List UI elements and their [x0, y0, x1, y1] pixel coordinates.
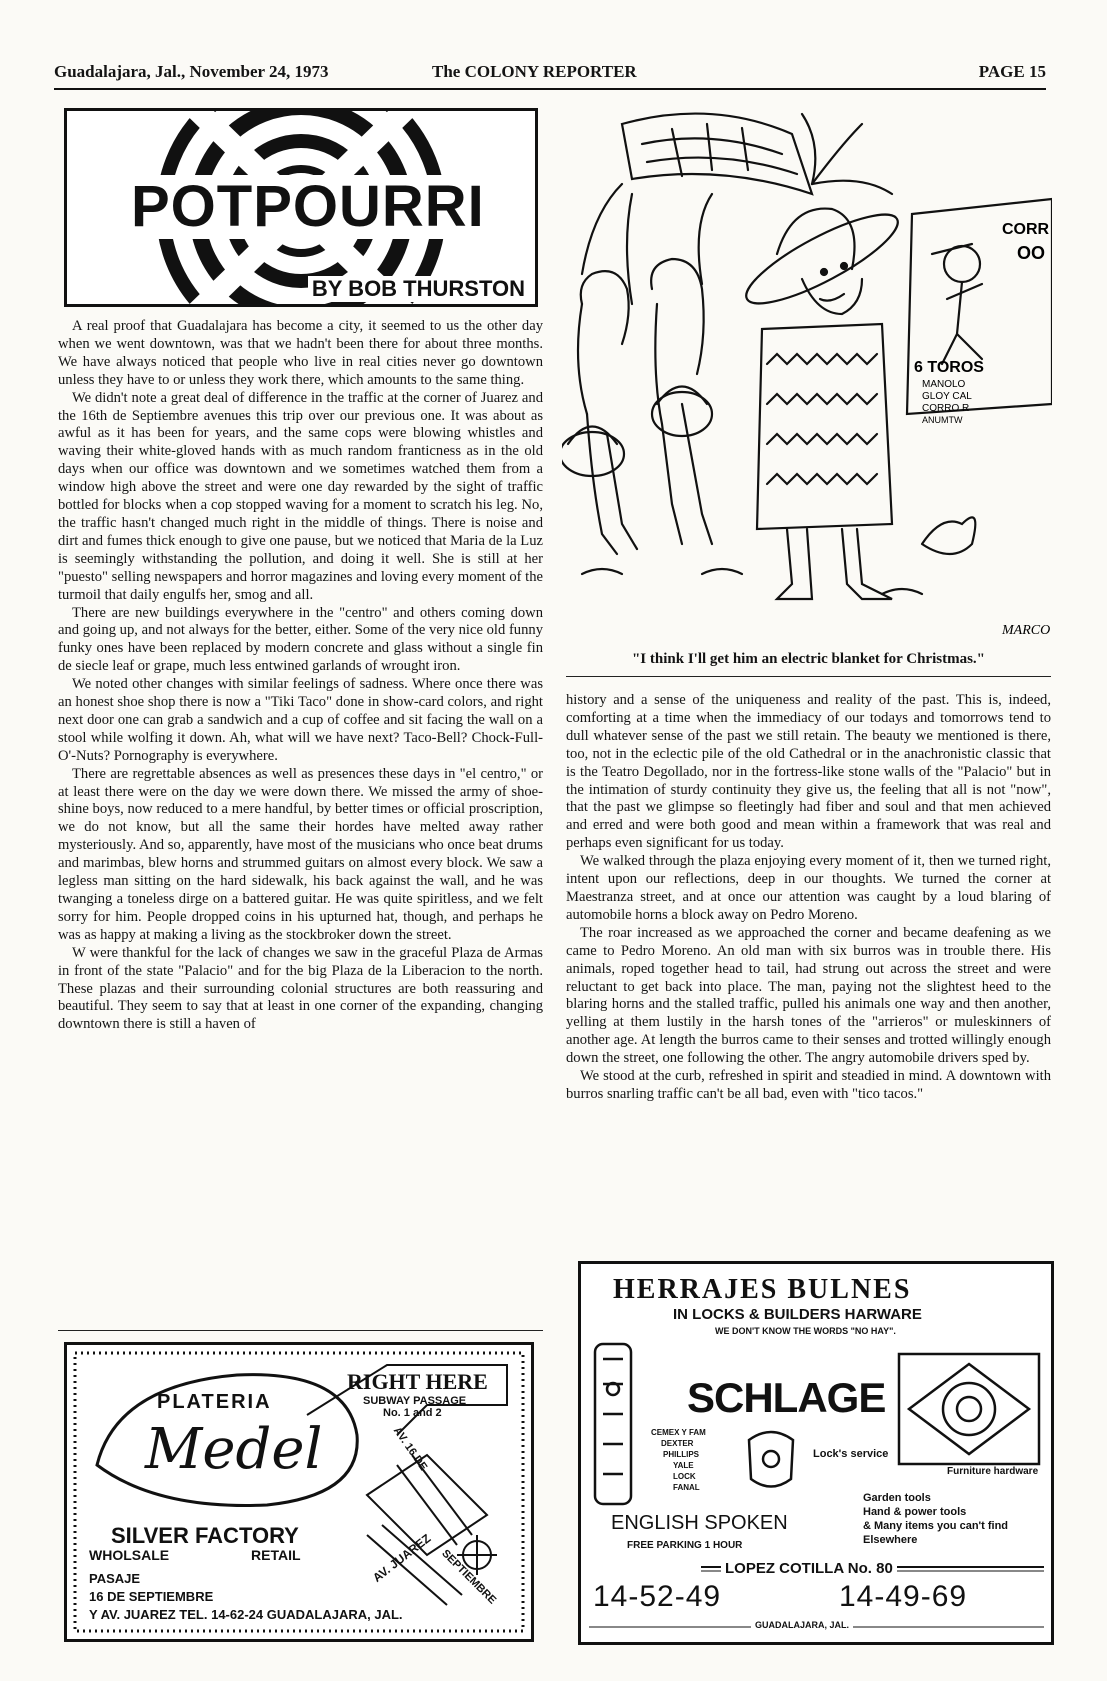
ad-city: GUADALAJARA, JAL. — [751, 1620, 853, 1630]
ad-address-line: Y AV. JUAREZ TEL. 14-62-24 GUADALAJARA, JAL. — [89, 1607, 403, 1622]
ad-plateria-medel — [64, 1342, 534, 1642]
ad-locks-service: Lock's service — [813, 1448, 889, 1460]
ad-retail: RETAIL — [251, 1547, 301, 1563]
column-header — [64, 108, 538, 307]
poster-text: 6 TOROS — [914, 359, 984, 376]
ad-subway-passage: SUBWAY PASSAGE — [363, 1395, 467, 1407]
caption-divider — [566, 676, 1051, 677]
masthead-page-number: PAGE 15 — [978, 62, 1046, 81]
map-street-label: SEPTIEMBRE — [439, 1547, 499, 1607]
ad-phone-number: 14-49-69 — [839, 1580, 968, 1613]
ad-phone-number: 14-52-49 — [593, 1580, 722, 1613]
masthead — [54, 58, 1046, 90]
cartoon-caption: "I think I'll get him an electric blanket for Christmas." — [631, 651, 986, 667]
article-paragraph: W were thankful for the lack of changes we saw in the graceful Plaza de Armas in front of the state "Palacio" and for the big Plaza de la Liberacion to the north. These plazas and their surrounding colonial structures are both reassuring and beautiful. They seem to say that at least in one corner of the expanding, changing downtown there is still a haven of — [58, 944, 543, 1033]
article-paragraph: history and a sense of the uniqueness and reality of the past. This is, indeed, comforting at a time when the immediacy of our todays and tomorrows tend to dull whatever sense of the past we still retain. The beauty we mentioned is there, too, not in the eclectic pile of the old Cathedral or in the anachronistic classic that is the Teatro Degollado, nor in the fortress-like stone walls of the "Palacio" but in the intimation of sturdy continuity they give us, the feeling that all is not "now", that the past we glimpse so fleetingly had fiber and soul and that men achieved and erred and were both good and mean within a framework that was real and perhaps even significant for us today. — [566, 692, 1051, 852]
article-paragraph: A real proof that Guadalajara has become a city, it seemed to us the other day when we went downtown, was that we hadn't been there for about three months. We have always noticed that people who live in real cities never go downtown unless they have to or unless they work there, which amounts to the same thing. — [58, 318, 543, 388]
ad-brand-list-item: YALE — [673, 1461, 694, 1470]
column-divider — [58, 1330, 543, 1331]
ad-many-items: & Many items you can't find — [863, 1520, 1009, 1532]
ad-furniture-hardware: Furniture hardware — [947, 1466, 1039, 1477]
column-title: POTPOURRI — [125, 175, 491, 239]
ad-free-parking: FREE PARKING 1 HOUR — [627, 1540, 743, 1551]
cartoon-illustration — [562, 104, 1052, 649]
ad-english-spoken: ENGLISH SPOKEN — [611, 1512, 788, 1534]
ad-subway-number: No. 1 and 2 — [383, 1407, 442, 1419]
article-paragraph: We stood at the curb, refreshed in spirit and steadied in mind. A downtown with burros snarling traffic can't be all bad, even with "tico tacos." — [566, 1068, 1051, 1102]
article-paragraph: We walked through the plaza enjoying every moment of it, then we turned right, intent upon our reflections, deep in our thoughts. We turned the corner at Maestranza street, and at once our attention was caught by a loud blaring of automobile horns a block away on Pedro Moreno. — [566, 853, 1051, 923]
ad-elsewhere: Elsewhere — [863, 1534, 918, 1546]
ad-bulnes-no-hay: WE DON'T KNOW THE WORDS "NO HAY". — [715, 1326, 896, 1336]
ad-medel-brand: Medel — [145, 1417, 323, 1482]
ad-brand-list-item: FANAL — [673, 1483, 700, 1492]
ad-bulnes-name: HERRAJES BULNES — [613, 1274, 912, 1305]
poster-text: GLOY CAL — [922, 391, 972, 402]
column-byline: BY BOB THURSTON — [308, 276, 529, 302]
ad-bulnes-tagline: IN LOCKS & BUILDERS HARWARE — [673, 1306, 922, 1323]
masthead-paper-name: The COLONY REPORTER — [432, 62, 637, 81]
map-street-label: AV. 16 DE — [390, 1425, 430, 1473]
cartoon-signature: MARCO — [1002, 623, 1051, 638]
ad-herrajes-bulnes — [578, 1261, 1054, 1645]
ad-address: LOPEZ COTILLA No. 80 — [721, 1560, 897, 1577]
article-column-1 — [58, 318, 543, 1034]
poster-text: CORR — [1002, 221, 1050, 238]
ad-address-line: PASAJE — [89, 1571, 141, 1586]
ad-silver-factory: SILVER FACTORY — [111, 1523, 299, 1548]
article-paragraph: We didn't note a great deal of difference in the traffic at the corner of Juarez and the 16th de Septiembre avenues this trip over our previous one. It was about as awful as it has been for years, and the same cops were blowing whistles and waving their white-gloved hands with as much random franticness as in the old days when our office was downtown and we sometimes watched them from a window high above the street and were one day rewarded by the sight of traffic bottled for blocks when a cop stopped waving for a moment to scratch his leg. No, the traffic hasn't changed much right in the middle of things. There is noise and dirt and fumes thick enough to give one pause, but we noticed that Maria de la Luz is seemingly withstanding the pollution, and doing it well. She is still at her "puesto" selling newspapers and horror magazines and loving every moment of the turmoil that daily engulfs her, smog and all. — [58, 389, 543, 603]
ad-plateria-label: PLATERIA — [157, 1391, 272, 1413]
ad-brand-list-item: LOCK — [673, 1472, 696, 1481]
map-street-label: AV. JUAREZ — [370, 1531, 434, 1585]
article-paragraph: There are new buildings everywhere in the "centro" and others coming down and going up, and not always for the better, either. Some of the very nice old funny funky ones have been replaced by modern concrete and glass without a single fin de siecle leaf or grape, much less entwined garlands of wrought iron. — [58, 604, 543, 675]
poster-text: MANOLO — [922, 379, 966, 390]
poster-text: ANUMTW — [922, 415, 963, 425]
article-column-2 — [566, 692, 1051, 1104]
ad-hand-power-tools: Hand & power tools — [863, 1506, 967, 1518]
poster-text: OO — [1017, 243, 1046, 263]
article-paragraph: The roar increased as we approached the corner and became deafening as we came to Pedro Moreno. An old man with six burros was in trouble there. His animals, roped together head to tail, had strung out across the street and were reluctant to get back into place. The man, paying not the slightest heed to the blaring horns and the stalled traffic, pulled his animals one way and then another, yelling at them lustily in the harsh tones of the "arrieros" or muleskinners of another age. At length the burros came to their senses and trotted willingly enough down the street, one following the other. The angry automobile drivers sped by. — [566, 924, 1051, 1067]
ad-address-line: 16 DE SEPTIEMBRE — [89, 1589, 214, 1604]
ad-garden-tools: Garden tools — [863, 1492, 931, 1504]
poster-text: CORRO R — [922, 403, 970, 414]
ad-schlage-brand: SCHLAGE — [687, 1374, 886, 1421]
ad-right-here: RIGHT HERE — [347, 1369, 488, 1394]
ad-brand-list-item: DEXTER — [661, 1439, 694, 1448]
ad-brand-list-item: PHILLIPS — [663, 1450, 700, 1459]
article-paragraph: We noted other changes with similar feelings of sadness. Where once there was an honest shoe shop there is now a "Tiki Taco" done in show-card colors, and right next door one can grab a sandwich and a cup of coffee and sit facing the wall on a stool while wolfing it down. Ah, what will we have next? Taco-Bell? Chock-Full-O'-Nuts? Pornography is everywhere. — [58, 676, 543, 764]
article-paragraph: There are regrettable absences as well as presences these days in "el centro," or at least there were on the day we were down there. We missed the army of shoe-shine boys, now reduced to a mere handful, by better times or official proscription, we do not know, but all the same their hordes have melted away rather mysteriously. And so, apparently, have most of the musicians who once beat drums and marimbas, blew horns and strummed guitars on almost every block. We saw a legless man sitting on the hard sidewalk, his back against the wall, and he was twanging a toneless dirge on a battered guitar. He was quite spiritless, and we felt sorry for him. People dropped coins in his upturned hat, though, and perhaps he was as happy at making a living as the stockbroker down the street. — [58, 765, 543, 943]
ad-brand-list-item: CEMEX Y FAM — [651, 1428, 706, 1437]
ad-wholsale: WHOLSALE — [89, 1547, 170, 1563]
masthead-dateline: Guadalajara, Jal., November 24, 1973 — [54, 62, 329, 81]
